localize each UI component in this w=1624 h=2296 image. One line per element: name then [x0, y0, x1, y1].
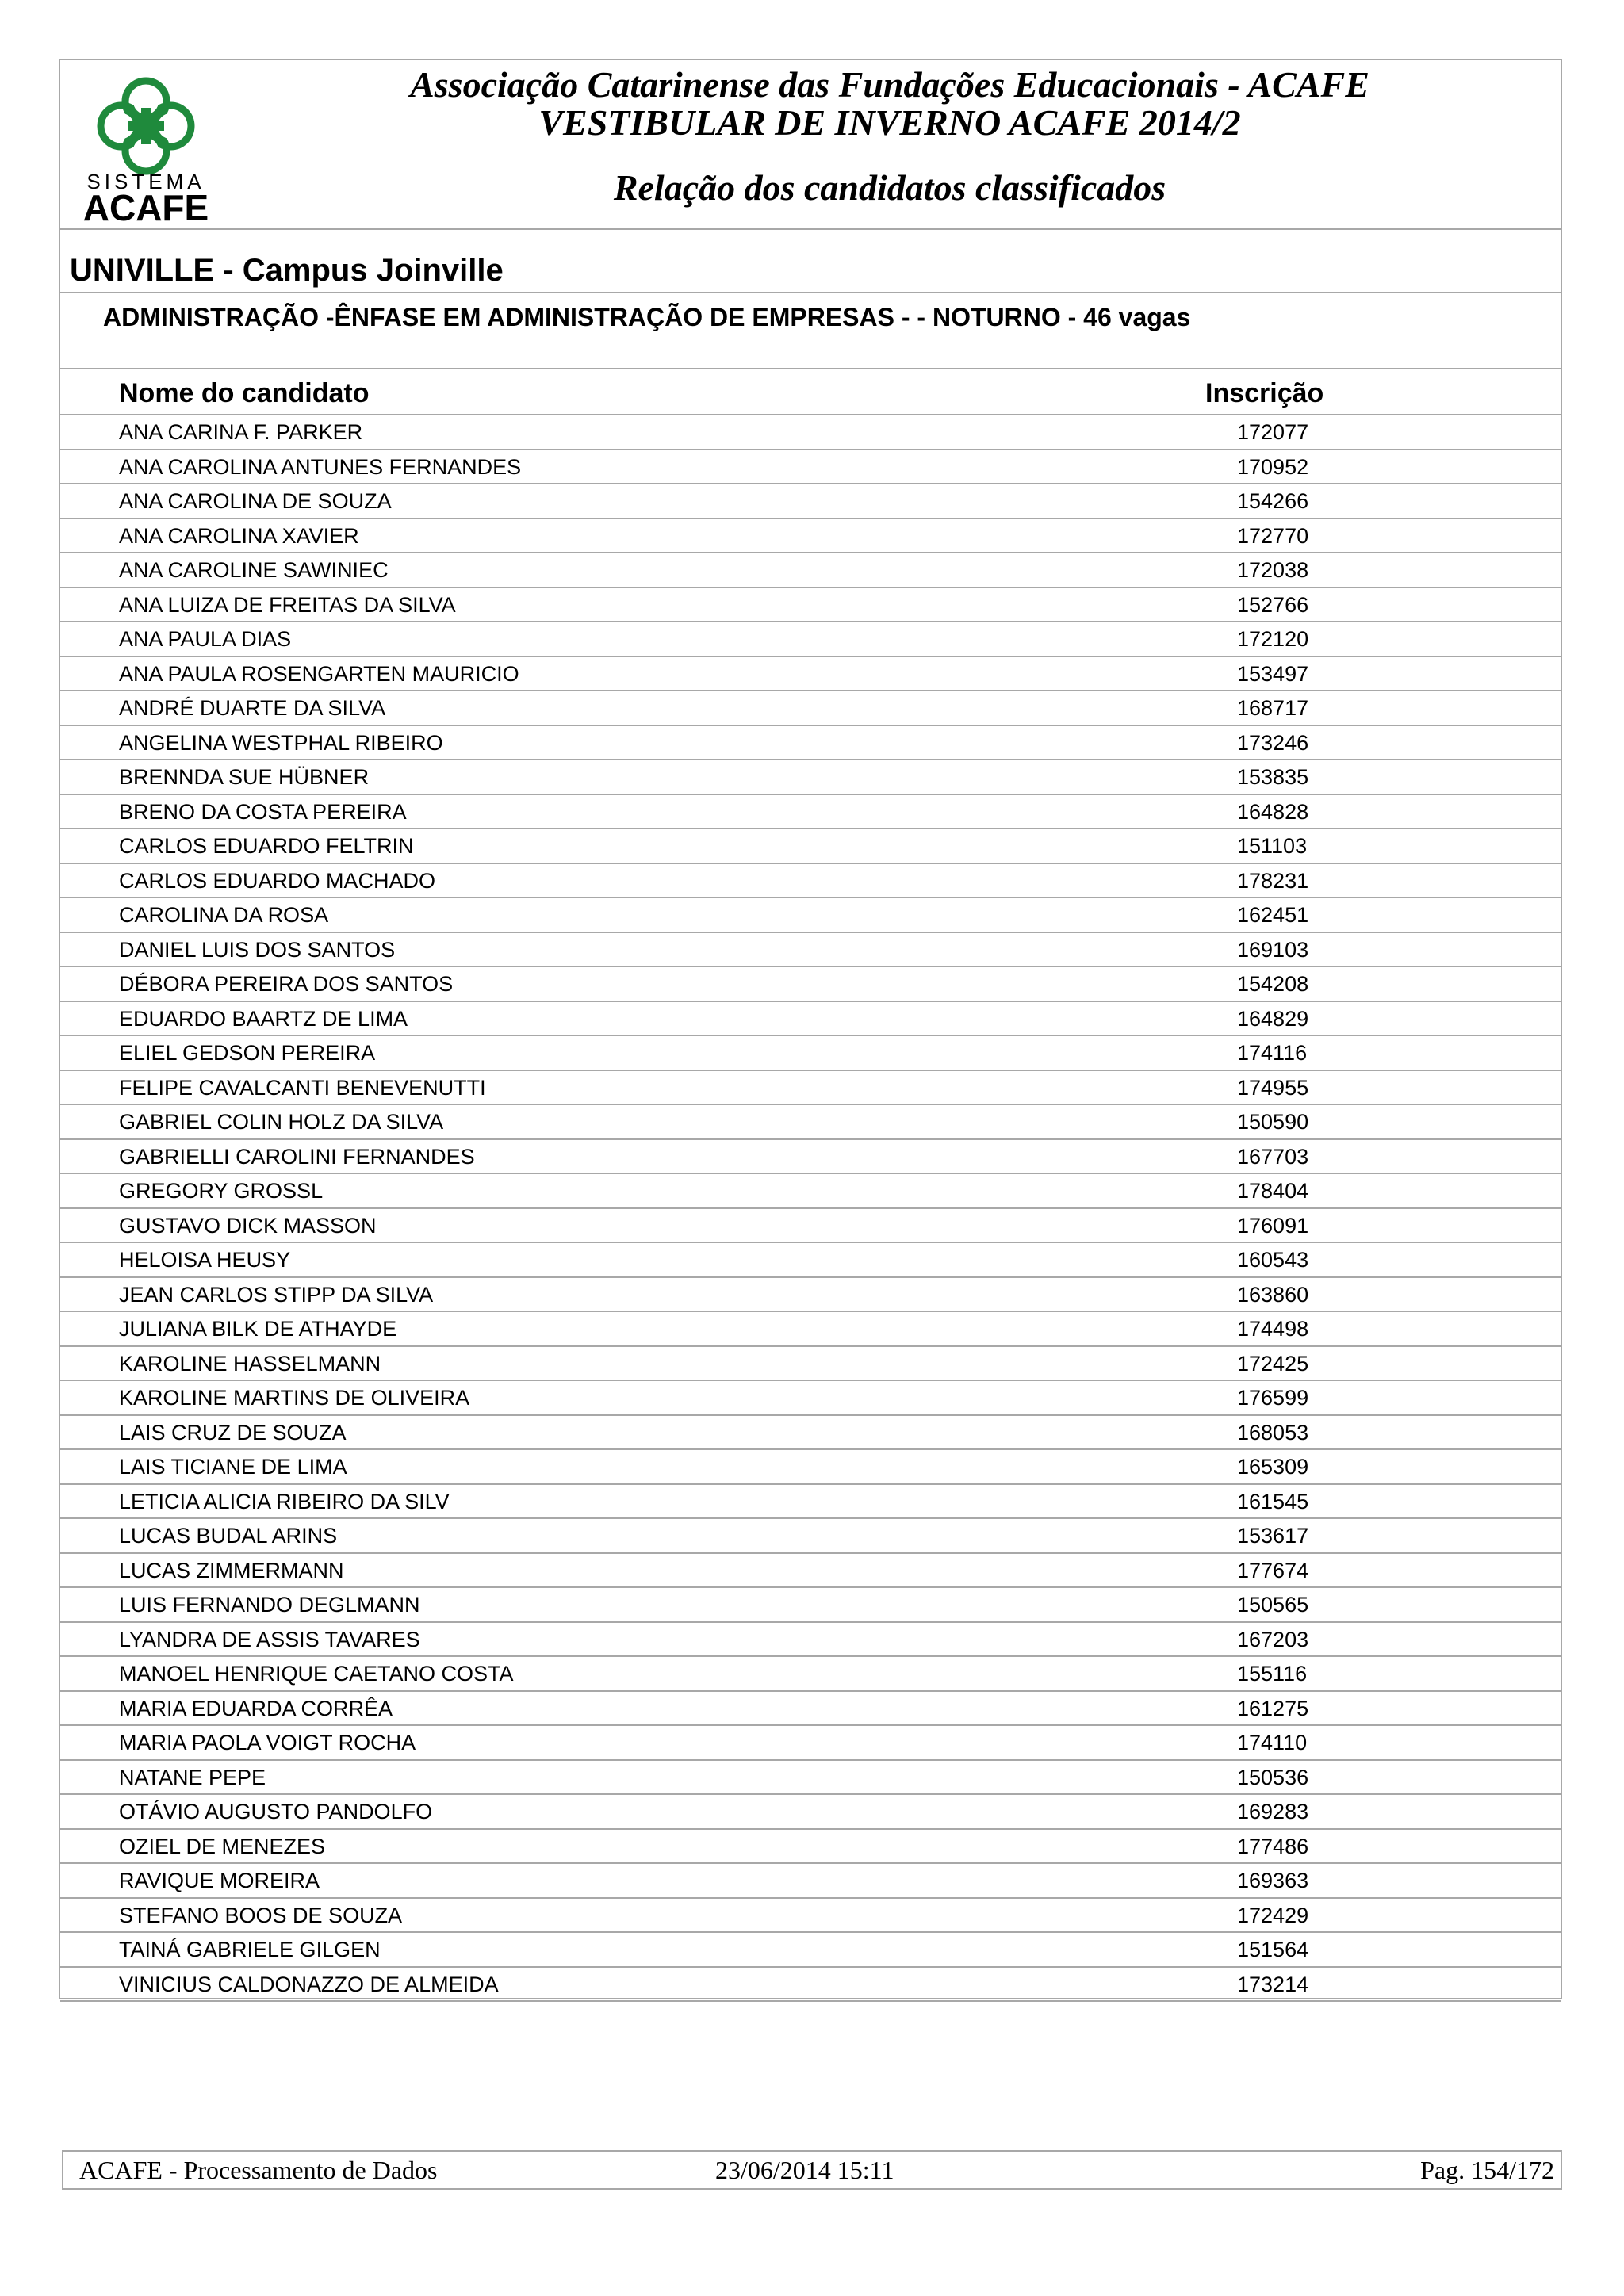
candidate-name: ANGELINA WESTPHAL RIBEIRO: [119, 730, 443, 755]
candidate-inscricao: 172120: [1237, 627, 1309, 651]
table-row: [60, 691, 1561, 726]
table-row: [60, 1519, 1561, 1554]
table-row: [60, 484, 1561, 519]
candidate-name: DÉBORA PEREIRA DOS SANTOS: [119, 972, 454, 996]
candidate-inscricao: 154266: [1237, 489, 1309, 513]
candidate-inscricao: 173214: [1237, 1972, 1309, 1996]
footer-department: ACAFE - Processamento de Dados: [79, 2156, 438, 2184]
footer-page-number: Pag. 154/172: [1420, 2156, 1554, 2184]
candidate-name: GUSTAVO DICK MASSON: [119, 1213, 377, 1238]
candidate-inscricao: 151103: [1237, 834, 1308, 858]
candidate-inscricao: 164828: [1237, 799, 1309, 824]
table-row: [60, 1140, 1561, 1175]
candidate-name: ANDRÉ DUARTE DA SILVA: [119, 696, 386, 720]
candidate-name: MARIA EDUARDA CORRÊA: [119, 1696, 393, 1720]
table-row: [60, 1485, 1561, 1520]
candidate-name: ANA LUIZA DE FREITAS DA SILVA: [119, 592, 456, 617]
candidate-inscricao: 153497: [1237, 661, 1309, 686]
table-row: [60, 1726, 1561, 1761]
candidate-name: GABRIELLI CAROLINI FERNANDES: [119, 1144, 475, 1169]
candidate-name: EDUARDO BAARTZ DE LIMA: [119, 1006, 408, 1031]
candidate-name: BRENO DA COSTA PEREIRA: [119, 799, 407, 824]
candidate-inscricao: 152766: [1237, 592, 1309, 617]
candidate-name: LYANDRA DE ASSIS TAVARES: [119, 1627, 420, 1651]
table-row: [60, 1278, 1561, 1313]
candidate-name: MARIA PAOLA VOIGT ROCHA: [119, 1731, 416, 1755]
logo-top-text: SISTEMA: [86, 170, 205, 193]
column-header-name: Nome do candidato: [119, 378, 370, 408]
course-heading: ADMINISTRAÇÃO -ÊNFASE EM ADMINISTRAÇÃO DE EMPRESAS - - NOTURNO - 46 vagas: [103, 303, 1191, 331]
acafe-logo: [75, 68, 217, 227]
candidate-inscricao: 172770: [1237, 523, 1309, 548]
table-row: [60, 1899, 1561, 1934]
title-exam: VESTIBULAR DE INVERNO ACAFE 2014/2: [538, 102, 1241, 143]
title-report: Relação dos candidatos classificados: [613, 167, 1166, 208]
table-row: [60, 622, 1561, 657]
table-row: [60, 1209, 1561, 1244]
candidate-name: LETICIA ALICIA RIBEIRO DA SILV: [119, 1489, 450, 1513]
candidate-inscricao: 172429: [1237, 1903, 1309, 1927]
candidate-inscricao: 154208: [1237, 972, 1309, 996]
candidate-inscricao: 155116: [1237, 1662, 1308, 1686]
candidate-name: ANA CAROLINA DE SOUZA: [119, 489, 392, 513]
table-row: [60, 1347, 1561, 1382]
table-row: [60, 1968, 1561, 2003]
table-row: [60, 415, 1561, 450]
divider: [60, 292, 1561, 293]
campus-heading: UNIVILLE - Campus Joinville: [70, 253, 504, 288]
candidate-name: ANA CAROLINE SAWINIEC: [119, 558, 389, 582]
candidate-name: STEFANO BOOS DE SOUZA: [119, 1903, 403, 1927]
title-organization: Associação Catarinense das Fundações Educacionais - ACAFE: [410, 64, 1369, 105]
table-row: [60, 1105, 1561, 1140]
candidate-name: LUIS FERNANDO DEGLMANN: [119, 1593, 420, 1617]
table-row: [60, 1588, 1561, 1623]
table-row: [60, 864, 1561, 899]
candidate-inscricao: 174110: [1237, 1731, 1308, 1755]
candidate-name: CARLOS EDUARDO MACHADO: [119, 868, 436, 893]
table-row: [60, 1795, 1561, 1830]
candidate-name: CARLOS EDUARDO FELTRIN: [119, 834, 414, 858]
candidate-inscricao: 169363: [1237, 1869, 1309, 1892]
table-row: [60, 1002, 1561, 1037]
candidate-name: ELIEL GEDSON PEREIRA: [119, 1041, 376, 1065]
candidate-name: DANIEL LUIS DOS SANTOS: [119, 937, 396, 962]
table-row: [60, 1174, 1561, 1209]
candidate-name: LUCAS ZIMMERMANN: [119, 1558, 344, 1582]
candidate-table: [60, 415, 1561, 2002]
candidate-name: OTÁVIO AUGUSTO PANDOLFO: [119, 1800, 433, 1823]
candidate-inscricao: 177486: [1237, 1834, 1309, 1858]
candidate-name: RAVIQUE MOREIRA: [119, 1869, 320, 1892]
candidate-name: LAIS CRUZ DE SOUZA: [119, 1420, 347, 1445]
candidate-inscricao: 161545: [1237, 1489, 1309, 1513]
candidate-inscricao: 161275: [1237, 1696, 1309, 1720]
candidate-inscricao: 174955: [1237, 1075, 1309, 1100]
table-row: [60, 1761, 1561, 1796]
column-header-inscricao: Inscrição: [1205, 378, 1324, 408]
table-row: [60, 1623, 1561, 1658]
acafe-clover-icon: [75, 68, 217, 227]
candidate-name: NATANE PEPE: [119, 1765, 266, 1789]
candidate-inscricao: 172425: [1237, 1351, 1309, 1376]
candidate-name: VINICIUS CALDONAZZO DE ALMEIDA: [119, 1972, 499, 1996]
table-row: [60, 933, 1561, 968]
table-row: [60, 1450, 1561, 1485]
candidate-name: BRENNDA SUE HÜBNER: [119, 765, 370, 789]
candidate-name: GABRIEL COLIN HOLZ DA SILVA: [119, 1110, 444, 1134]
table-row: [60, 760, 1561, 795]
table-row: [60, 967, 1561, 1002]
logo-bottom-text: ACAFE: [82, 187, 209, 227]
candidate-name: KAROLINE MARTINS DE OLIVEIRA: [119, 1386, 470, 1410]
candidate-inscricao: 160543: [1237, 1248, 1309, 1272]
candidate-name: JULIANA BILK DE ATHAYDE: [119, 1317, 397, 1341]
candidate-inscricao: 174498: [1237, 1317, 1309, 1341]
candidate-inscricao: 178231: [1237, 868, 1309, 893]
table-row: [60, 1692, 1561, 1727]
candidate-inscricao: 174116: [1237, 1041, 1308, 1065]
table-row: [60, 1071, 1561, 1106]
table-row: [60, 1864, 1561, 1899]
candidate-inscricao: 153617: [1237, 1524, 1309, 1548]
candidate-inscricao: 176091: [1237, 1213, 1309, 1238]
candidate-name: CAROLINA DA ROSA: [119, 903, 329, 927]
table-row: [60, 588, 1561, 623]
page-footer: [62, 2150, 1562, 2190]
divider: [60, 368, 1561, 369]
candidate-inscricao: 164829: [1237, 1006, 1309, 1031]
divider: [60, 228, 1561, 230]
candidate-name: LUCAS BUDAL ARINS: [119, 1524, 338, 1548]
table-row: [60, 657, 1561, 692]
candidate-name: GREGORY GROSSL: [119, 1179, 324, 1203]
table-row: [60, 1381, 1561, 1416]
candidate-name: ANA PAULA DIAS: [119, 627, 292, 651]
candidate-name: HELOISA HEUSY: [119, 1248, 291, 1272]
candidate-name: ANA PAULA ROSENGARTEN MAURICIO: [119, 661, 519, 686]
table-row: [60, 519, 1561, 554]
table-row: [60, 450, 1561, 485]
candidate-inscricao: 176599: [1237, 1386, 1309, 1410]
candidate-name: TAINÁ GABRIELE GILGEN: [119, 1938, 381, 1961]
candidate-name: KAROLINE HASSELMANN: [119, 1351, 381, 1376]
candidate-name: ANA CAROLINA XAVIER: [119, 523, 359, 548]
document-frame: [59, 59, 1562, 1999]
table-row: [60, 1554, 1561, 1589]
candidate-inscricao: 168053: [1237, 1420, 1309, 1445]
table-row: [60, 1657, 1561, 1692]
candidate-inscricao: 172038: [1237, 558, 1309, 582]
candidate-name: ANA CARINA F. PARKER: [119, 420, 363, 444]
candidate-name: LAIS TICIANE DE LIMA: [119, 1455, 347, 1479]
candidate-inscricao: 151564: [1237, 1938, 1309, 1961]
candidate-inscricao: 165309: [1237, 1455, 1309, 1479]
candidate-name: FELIPE CAVALCANTI BENEVENUTTI: [119, 1075, 486, 1100]
footer-timestamp: 23/06/2014 15:11: [715, 2156, 894, 2184]
candidate-inscricao: 150590: [1237, 1110, 1309, 1134]
table-row: [60, 1933, 1561, 1968]
candidate-name: MANOEL HENRIQUE CAETANO COSTA: [119, 1662, 514, 1686]
candidate-inscricao: 177674: [1237, 1558, 1309, 1582]
candidate-inscricao: 150565: [1237, 1593, 1309, 1617]
candidate-inscricao: 170952: [1237, 454, 1309, 479]
candidate-inscricao: 167203: [1237, 1627, 1309, 1651]
table-row: [60, 795, 1561, 830]
candidate-inscricao: 163860: [1237, 1282, 1309, 1307]
candidate-inscricao: 150536: [1237, 1765, 1309, 1789]
candidate-inscricao: 172077: [1237, 420, 1309, 444]
table-row: [60, 829, 1561, 864]
table-row: [60, 1243, 1561, 1278]
candidate-inscricao: 162451: [1237, 903, 1309, 927]
table-row: [60, 898, 1561, 933]
table-row: [60, 1036, 1561, 1071]
candidate-name: JEAN CARLOS STIPP DA SILVA: [119, 1282, 434, 1307]
candidate-inscricao: 169283: [1237, 1800, 1309, 1823]
candidate-inscricao: 169103: [1237, 937, 1309, 962]
candidate-inscricao: 178404: [1237, 1179, 1309, 1203]
candidate-inscricao: 168717: [1237, 696, 1309, 720]
candidate-name: OZIEL DE MENEZES: [119, 1834, 326, 1858]
table-row: [60, 553, 1561, 588]
table-row: [60, 726, 1561, 761]
candidate-inscricao: 167703: [1237, 1144, 1309, 1169]
table-row: [60, 1830, 1561, 1865]
candidate-inscricao: 173246: [1237, 730, 1309, 755]
table-row: [60, 1416, 1561, 1451]
candidate-inscricao: 153835: [1237, 765, 1309, 789]
candidate-name: ANA CAROLINA ANTUNES FERNANDES: [119, 454, 522, 479]
table-row: [60, 1312, 1561, 1347]
